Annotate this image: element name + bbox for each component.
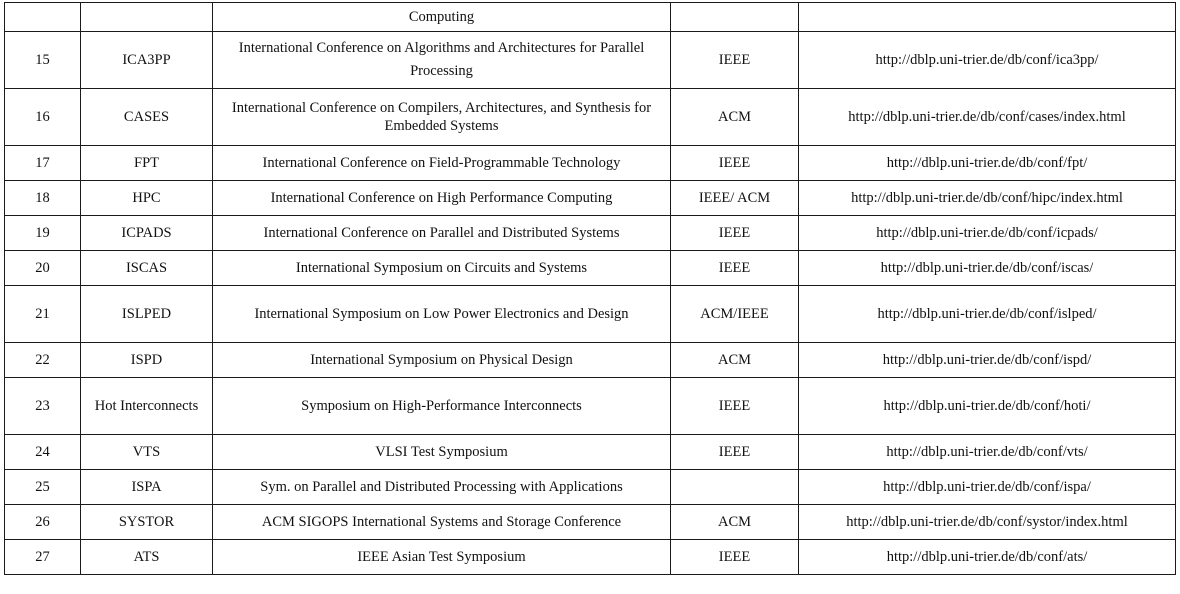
cell-num: 17 <box>5 146 81 181</box>
cell-abbr: ISCAS <box>81 251 213 286</box>
cell-publisher: IEEE <box>671 146 799 181</box>
table-row <box>5 216 1176 251</box>
cell-url: http://dblp.uni-trier.de/db/conf/ats/ <box>799 540 1176 575</box>
cell-url <box>799 3 1176 32</box>
cell-name: IEEE Asian Test Symposium <box>213 540 671 575</box>
cell-url: http://dblp.uni-trier.de/db/conf/hoti/ <box>799 378 1176 435</box>
cell-publisher: IEEE/ ACM <box>671 181 799 216</box>
cell-url: http://dblp.uni-trier.de/db/conf/hipc/index.html <box>799 181 1176 216</box>
cell-name: Computing <box>213 3 671 32</box>
table-row <box>5 32 1176 89</box>
cell-publisher: IEEE <box>671 540 799 575</box>
table-row <box>5 540 1176 575</box>
cell-url: http://dblp.uni-trier.de/db/conf/iscas/ <box>799 251 1176 286</box>
cell-abbr: ISPD <box>81 343 213 378</box>
table-row <box>5 286 1176 343</box>
cell-name: Symposium on High-Performance Interconnects <box>213 378 671 435</box>
table-row <box>5 343 1176 378</box>
cell-publisher: ACM <box>671 343 799 378</box>
table-row <box>5 89 1176 146</box>
cell-name: International Conference on Algorithms and Architectures for Parallel Processing <box>213 32 671 89</box>
table-row <box>5 470 1176 505</box>
table-row <box>5 435 1176 470</box>
cell-publisher <box>671 3 799 32</box>
cell-abbr <box>81 3 213 32</box>
cell-abbr: ISPA <box>81 470 213 505</box>
cell-name: International Conference on High Performance Computing <box>213 181 671 216</box>
cell-name: International Conference on Compilers, Architectures, and Synthesis for Embedded Systems <box>213 89 671 146</box>
cell-num: 26 <box>5 505 81 540</box>
cell-publisher: ACM <box>671 89 799 146</box>
cell-num: 27 <box>5 540 81 575</box>
table-row <box>5 378 1176 435</box>
cell-num: 22 <box>5 343 81 378</box>
cell-num: 25 <box>5 470 81 505</box>
table-row <box>5 146 1176 181</box>
cell-abbr: Hot Interconnects <box>81 378 213 435</box>
cell-abbr: HPC <box>81 181 213 216</box>
cell-publisher: ACM/IEEE <box>671 286 799 343</box>
conference-table <box>4 2 1176 575</box>
cell-name: International Conference on Parallel and Distributed Systems <box>213 216 671 251</box>
cell-num: 16 <box>5 89 81 146</box>
table-row <box>5 251 1176 286</box>
cell-name: International Symposium on Low Power Electronics and Design <box>213 286 671 343</box>
cell-url: http://dblp.uni-trier.de/db/conf/vts/ <box>799 435 1176 470</box>
cell-name: VLSI Test Symposium <box>213 435 671 470</box>
cell-publisher: IEEE <box>671 216 799 251</box>
cell-abbr: FPT <box>81 146 213 181</box>
table-row <box>5 505 1176 540</box>
table-row <box>5 3 1176 32</box>
cell-abbr: VTS <box>81 435 213 470</box>
cell-publisher: IEEE <box>671 251 799 286</box>
cell-publisher: IEEE <box>671 32 799 89</box>
cell-name: ACM SIGOPS International Systems and Storage Conference <box>213 505 671 540</box>
cell-url: http://dblp.uni-trier.de/db/conf/ispd/ <box>799 343 1176 378</box>
cell-name: International Symposium on Circuits and Systems <box>213 251 671 286</box>
table-row <box>5 181 1176 216</box>
cell-url: http://dblp.uni-trier.de/db/conf/fpt/ <box>799 146 1176 181</box>
cell-publisher: ACM <box>671 505 799 540</box>
cell-publisher: IEEE <box>671 435 799 470</box>
cell-num: 18 <box>5 181 81 216</box>
cell-publisher: IEEE <box>671 378 799 435</box>
cell-name: Sym. on Parallel and Distributed Processing with Applications <box>213 470 671 505</box>
cell-url: http://dblp.uni-trier.de/db/conf/systor/index.html <box>799 505 1176 540</box>
cell-num: 20 <box>5 251 81 286</box>
cell-abbr: CASES <box>81 89 213 146</box>
cell-url: http://dblp.uni-trier.de/db/conf/icpads/ <box>799 216 1176 251</box>
cell-abbr: ISLPED <box>81 286 213 343</box>
cell-num <box>5 3 81 32</box>
cell-url: http://dblp.uni-trier.de/db/conf/islped/ <box>799 286 1176 343</box>
cell-num: 19 <box>5 216 81 251</box>
cell-abbr: ATS <box>81 540 213 575</box>
cell-num: 15 <box>5 32 81 89</box>
cell-publisher <box>671 470 799 505</box>
cell-url: http://dblp.uni-trier.de/db/conf/ica3pp/ <box>799 32 1176 89</box>
cell-url: http://dblp.uni-trier.de/db/conf/ispa/ <box>799 470 1176 505</box>
cell-abbr: ICPADS <box>81 216 213 251</box>
cell-abbr: SYSTOR <box>81 505 213 540</box>
cell-name: International Symposium on Physical Design <box>213 343 671 378</box>
cell-num: 24 <box>5 435 81 470</box>
cell-abbr: ICA3PP <box>81 32 213 89</box>
cell-url: http://dblp.uni-trier.de/db/conf/cases/index.html <box>799 89 1176 146</box>
cell-num: 21 <box>5 286 81 343</box>
cell-name: International Conference on Field-Programmable Technology <box>213 146 671 181</box>
cell-num: 23 <box>5 378 81 435</box>
